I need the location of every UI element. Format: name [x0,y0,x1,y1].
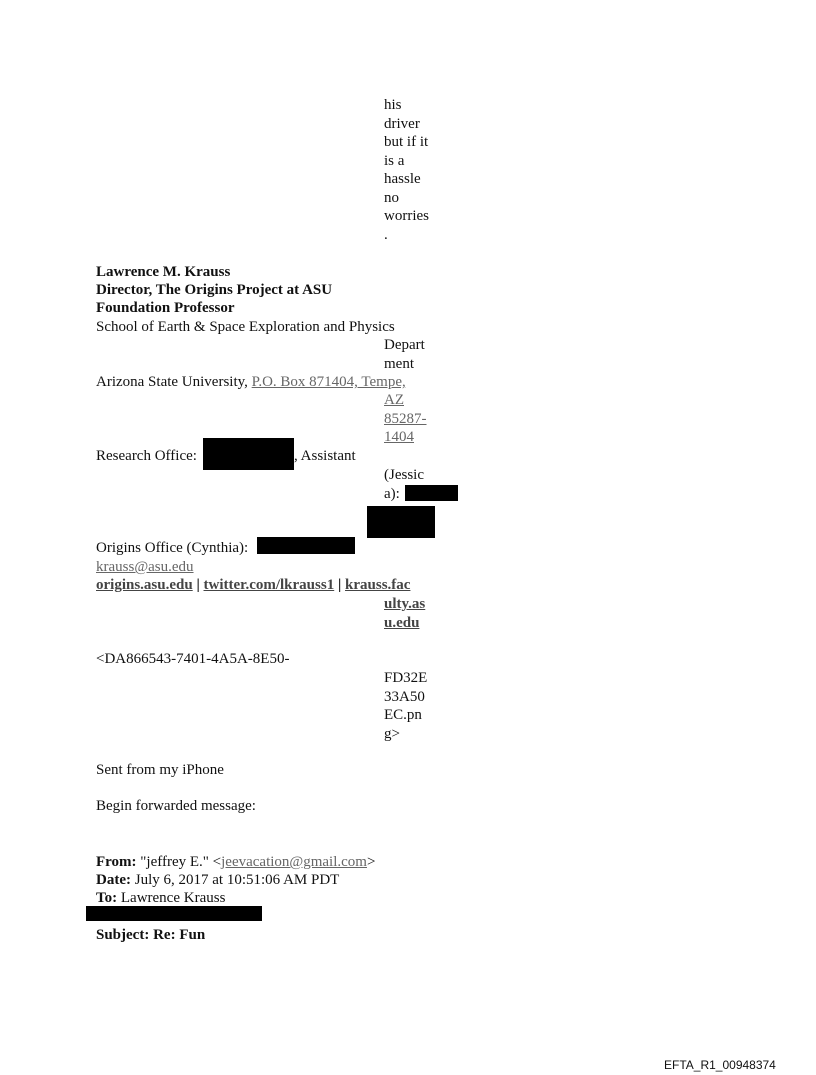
signature-title-professor: Foundation Professor [96,300,235,316]
address-link-line[interactable]: 1404 [384,429,414,445]
signature-department-cont [384,336,444,373]
fragment-line: driver [384,115,420,132]
image-reference-cont [384,669,444,743]
signature-department: School of Earth & Space Exploration and Physics [96,319,395,335]
signature-name: Lawrence M. Krauss [96,264,231,280]
from-label: From: [96,854,137,870]
header-to [96,889,225,908]
quoted-message-fragment [384,96,444,244]
fragment-line: . [384,226,388,243]
image-ref-line: FD32E [384,670,428,686]
redaction-box [203,438,294,470]
fragment-line: no [384,189,399,206]
signature-title-director: Director, The Origins Project at ASU [96,282,333,298]
twitter-link[interactable]: twitter.com/lkrauss1 [203,577,335,593]
link-separator: | [192,577,204,593]
dept-cont-line: ment [384,355,414,372]
header-date [96,871,339,890]
forward-intro: Begin forwarded message: [96,798,256,814]
research-cont-line: (Jessic [384,467,424,483]
link-separator: | [334,577,346,593]
sent-from-line: Sent from my iPhone [96,762,224,778]
address-link[interactable]: P.O. Box 871404, Tempe, [251,374,406,390]
address-link-line[interactable]: 85287- [384,410,427,427]
subject-value: Re: Fun [149,927,206,943]
redaction-box [257,537,355,554]
research-cont-line: a): [384,485,400,502]
fragment-line: is a [384,152,405,169]
fragment-line: but if it [384,134,429,150]
image-ref-line: g> [384,725,400,742]
faculty-link-cont [384,595,444,632]
from-close: > [366,854,376,870]
fragment-line: worries [384,208,429,224]
header-from [96,853,375,872]
to-label: To: [96,890,118,906]
date-value: July 6, 2017 at 10:51:06 AM PDT [130,872,340,888]
date-label: Date: [96,872,131,888]
faculty-link-line[interactable]: ulty.as [384,596,426,612]
faculty-link-line[interactable]: u.edu [384,614,420,631]
signature-university [96,373,406,392]
from-name: "jeffrey E." < [136,854,222,870]
origins-office-label: Origins Office (Cynthia): [96,540,249,556]
header-subject [96,926,205,945]
redaction-box [405,485,458,501]
fragment-line: hassle [384,171,421,187]
university-label: Arizona State University, [96,374,252,390]
research-office-assistant: , Assistant [294,448,356,464]
address-link-line[interactable]: AZ [384,392,404,408]
image-reference: <DA866543-7401-4A5A-8E50- [96,651,290,667]
redaction-box [367,506,435,538]
research-office-label: Research Office: [96,448,197,464]
image-ref-line: EC.pn [384,707,422,723]
dept-cont-line: Depart [384,337,425,353]
email-link[interactable]: krauss@asu.edu [96,559,194,575]
faculty-site-link[interactable]: krauss.fac [345,577,411,593]
address-link-cont [384,391,444,447]
fragment-line: his [384,97,402,113]
image-ref-line: 33A50 [384,688,425,705]
origins-site-link[interactable]: origins.asu.edu [96,577,193,593]
to-value: Lawrence Krauss [117,890,226,906]
document-id: EFTA_R1_00948374 [664,1058,776,1072]
from-email-link[interactable]: jeevacation@gmail.com [221,854,367,870]
subject-label: Subject: [96,927,150,943]
redaction-box [86,906,262,921]
signature-links [96,576,410,595]
